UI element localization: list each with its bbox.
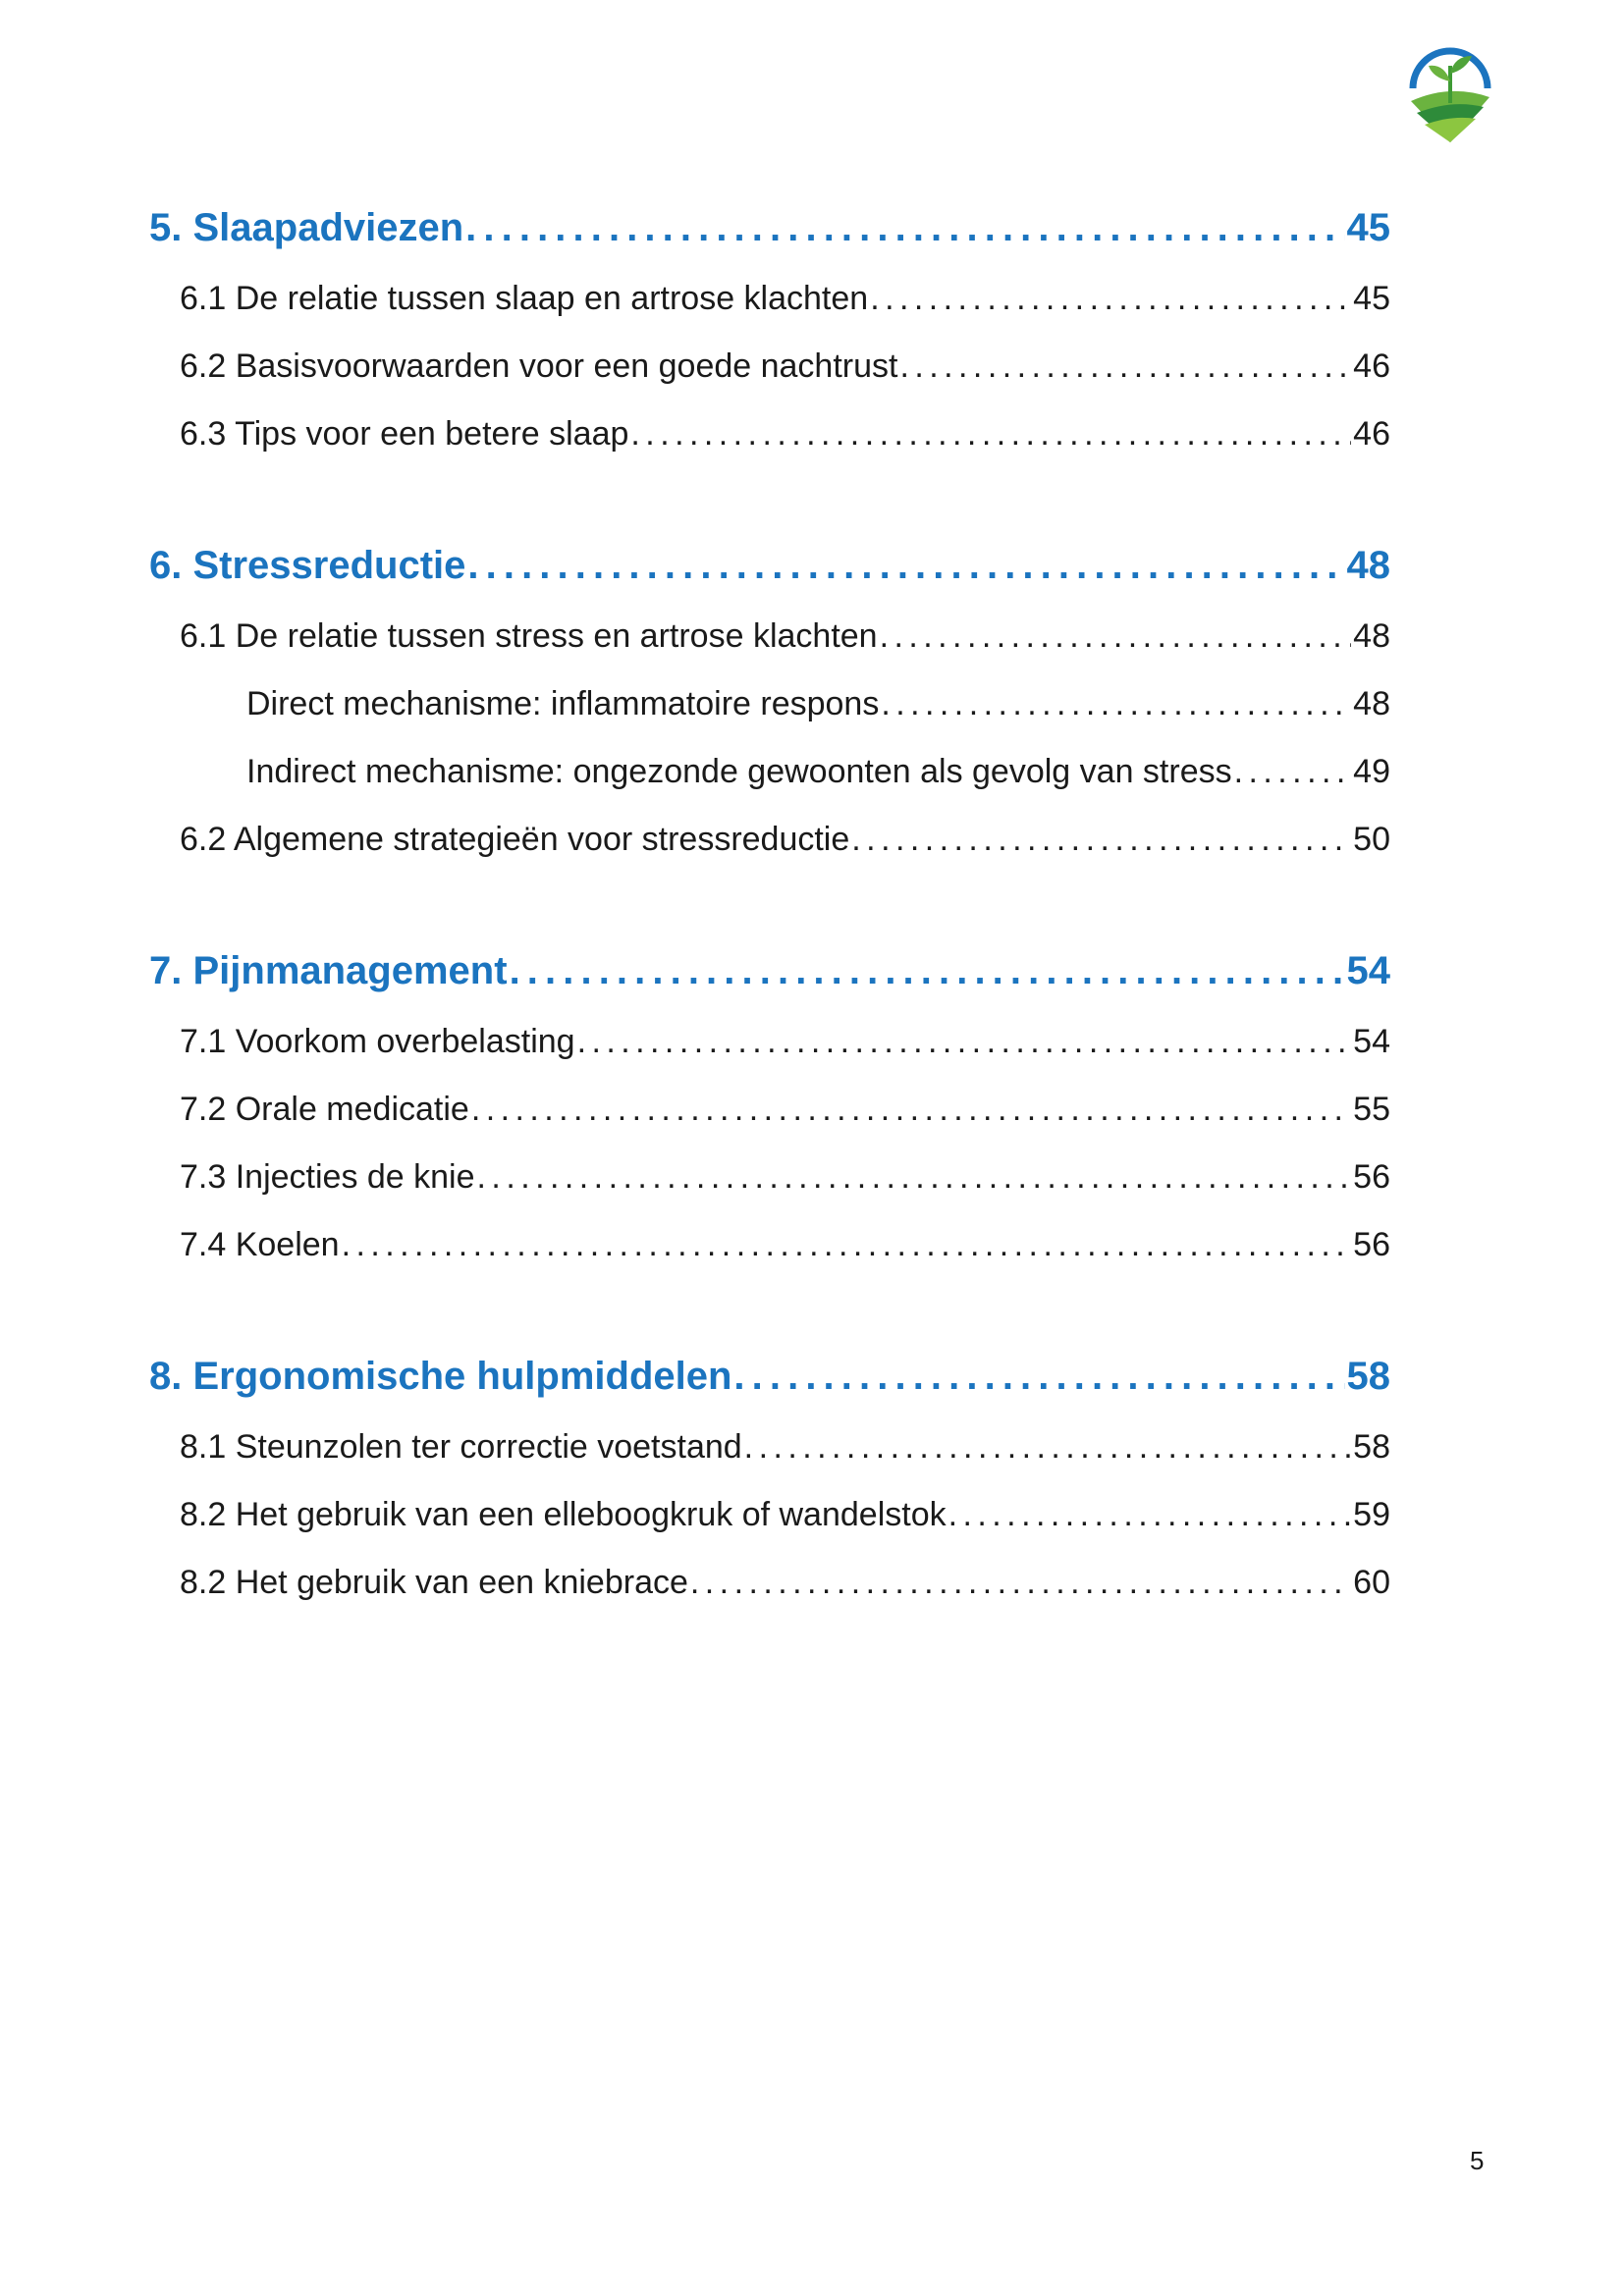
dot-leader	[948, 1481, 1352, 1549]
toc-entry-title: 5. Slaapadviezen	[149, 206, 464, 249]
toc-entry-page: 48	[1346, 544, 1390, 587]
toc-entry-page: 45	[1353, 280, 1390, 317]
toc-entry-page: 56	[1353, 1226, 1390, 1263]
toc-chapter-heading[interactable]	[149, 534, 1390, 597]
toc-entry-page: 56	[1353, 1158, 1390, 1196]
toc-section	[149, 196, 1390, 468]
toc-section	[149, 1345, 1390, 1617]
toc-entry-page: 54	[1346, 949, 1390, 992]
dot-leader	[630, 400, 1351, 468]
toc-entry-title: 6.3 Tips voor een betere slaap	[180, 415, 629, 453]
toc-entry-title: 8.1 Steunzolen ter correctie voetstand	[180, 1428, 742, 1466]
dot-leader	[577, 1008, 1352, 1076]
dot-leader	[744, 1414, 1352, 1481]
dot-leader	[510, 939, 1345, 1002]
dot-leader	[690, 1549, 1351, 1617]
toc-entry-title: 6. Stressreductie	[149, 544, 466, 587]
dot-leader	[733, 1345, 1344, 1408]
toc-entry[interactable]	[149, 670, 1390, 738]
toc-chapter-heading[interactable]	[149, 196, 1390, 259]
toc-entry[interactable]	[149, 806, 1390, 874]
dot-leader	[467, 534, 1344, 597]
toc-entry-page: 54	[1353, 1023, 1390, 1060]
toc-entry-page: 59	[1353, 1496, 1390, 1533]
toc-entry-page: 49	[1353, 753, 1390, 790]
toc-entry[interactable]	[149, 1211, 1390, 1279]
toc-entry[interactable]	[149, 603, 1390, 670]
dot-leader	[1234, 738, 1352, 806]
toc-section	[149, 939, 1390, 1279]
dot-leader	[899, 333, 1351, 400]
toc-entry[interactable]	[149, 1008, 1390, 1076]
toc-entry-title: 6.2 Basisvoorwaarden voor een goede nachtrust	[180, 347, 898, 385]
toc-entry[interactable]	[149, 1414, 1390, 1481]
toc-entry-page: 48	[1353, 617, 1390, 655]
dot-leader	[465, 196, 1344, 259]
page-number: 5	[1470, 2146, 1485, 2175]
plant-sprout-logo	[1403, 44, 1497, 144]
dot-leader	[881, 670, 1351, 738]
dot-leader	[880, 603, 1352, 670]
toc-chapter-heading[interactable]	[149, 939, 1390, 1002]
dot-leader	[851, 806, 1351, 874]
toc-chapter-heading[interactable]	[149, 1345, 1390, 1408]
toc-entry[interactable]	[149, 400, 1390, 468]
toc-entry-title: 7.1 Voorkom overbelasting	[180, 1023, 575, 1060]
dot-leader	[477, 1144, 1352, 1211]
toc-entry-page: 60	[1353, 1564, 1390, 1601]
toc-entry-page: 50	[1353, 821, 1390, 858]
toc-entry-title: 7. Pijnmanagement	[149, 949, 508, 992]
toc-entry-title: 6.1 De relatie tussen stress en artrose klachten	[180, 617, 878, 655]
toc-entry-page: 46	[1353, 347, 1390, 385]
toc-entry[interactable]	[149, 1549, 1390, 1617]
toc-entry-title: 7.3 Injecties de knie	[180, 1158, 475, 1196]
dot-leader	[870, 265, 1351, 333]
toc-entry-page: 46	[1353, 415, 1390, 453]
toc-entry-page: 55	[1353, 1091, 1390, 1128]
toc-entry-title: Indirect mechanisme: ongezonde gewoonten als gevolg van stress	[246, 753, 1232, 790]
toc-entry-page: 58	[1346, 1355, 1390, 1398]
toc-entry-title: 6.2 Algemene strategieën voor stressreductie	[180, 821, 850, 858]
toc-entry-title: 7.4 Koelen	[180, 1226, 340, 1263]
toc-entry[interactable]	[149, 738, 1390, 806]
toc-entry[interactable]	[149, 333, 1390, 400]
toc-entry[interactable]	[149, 1481, 1390, 1549]
toc-entry-page: 58	[1353, 1428, 1390, 1466]
toc-entry-title: 8.2 Het gebruik van een kniebrace	[180, 1564, 688, 1601]
toc-entry-page: 48	[1353, 685, 1390, 722]
dot-leader	[342, 1211, 1352, 1279]
dot-leader	[471, 1076, 1351, 1144]
toc-entry-title: 8.2 Het gebruik van een elleboogkruk of wandelstok	[180, 1496, 947, 1533]
toc-entry-title: 8. Ergonomische hulpmiddelen	[149, 1355, 732, 1398]
table-of-contents	[149, 196, 1390, 1682]
toc-entry[interactable]	[149, 1076, 1390, 1144]
toc-entry[interactable]	[149, 1144, 1390, 1211]
toc-entry-title: 7.2 Orale medicatie	[180, 1091, 469, 1128]
toc-entry-title: Direct mechanisme: inflammatoire respons	[246, 685, 880, 722]
toc-entry[interactable]	[149, 265, 1390, 333]
toc-entry-title: 6.1 De relatie tussen slaap en artrose klachten	[180, 280, 869, 317]
toc-entry-page: 45	[1346, 206, 1390, 249]
toc-section	[149, 534, 1390, 874]
